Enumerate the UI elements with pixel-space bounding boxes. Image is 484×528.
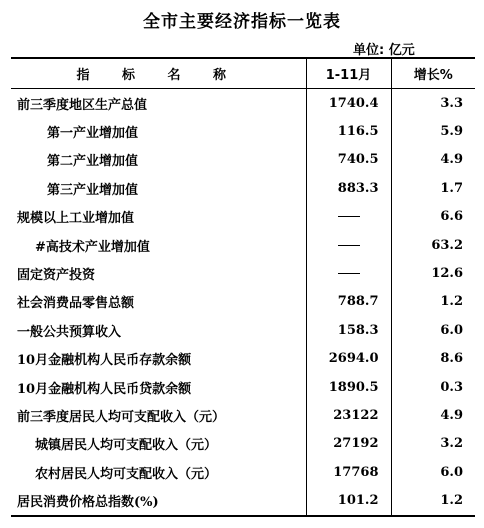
table-row xyxy=(11,203,475,231)
table-title: 全市主要经济指标一览表 xyxy=(143,12,341,32)
row-name: 第二产业增加值 xyxy=(47,154,139,170)
table-row xyxy=(11,231,475,259)
row-name: 前三季度地区生产总值 xyxy=(17,97,148,113)
table-row xyxy=(11,373,475,401)
table-row xyxy=(11,174,475,202)
row-name: 城镇居民人均可支配收入（元） xyxy=(35,438,218,454)
table-row xyxy=(11,401,475,429)
table-row xyxy=(11,146,475,174)
table-row xyxy=(11,316,475,344)
table-row xyxy=(11,345,475,373)
row-name: 农村居民人均可支配收入（元） xyxy=(35,466,218,482)
row-growth: 3.2 xyxy=(391,430,475,458)
row-value-dash xyxy=(306,259,391,287)
row-growth: 3.3 xyxy=(391,89,475,118)
indicator-table xyxy=(11,57,475,517)
table-row xyxy=(11,89,475,118)
row-growth: 8.6 xyxy=(391,345,475,373)
table-row xyxy=(11,288,475,316)
header-period: 1-11月 xyxy=(306,58,391,89)
table-row xyxy=(11,430,475,458)
row-growth: 6.0 xyxy=(391,458,475,486)
row-growth: 1.2 xyxy=(391,288,475,316)
dash-mark xyxy=(338,216,360,217)
row-name: 一般公共预算收入 xyxy=(17,324,122,340)
row-growth: 4.9 xyxy=(391,401,475,429)
row-growth: 6.6 xyxy=(391,203,475,231)
row-value-dash xyxy=(306,231,391,259)
row-growth: 1.2 xyxy=(391,486,475,515)
row-value: 101.2 xyxy=(306,486,391,515)
dash-mark xyxy=(338,245,360,246)
row-value: 1890.5 xyxy=(306,373,391,401)
row-value: 23122 xyxy=(306,401,391,429)
header-growth: 增长% xyxy=(391,58,475,89)
row-name: 固定资产投资 xyxy=(17,268,96,284)
row-value: 1740.4 xyxy=(306,89,391,118)
row-value: 158.3 xyxy=(306,316,391,344)
table-row xyxy=(11,458,475,486)
row-value: 17768 xyxy=(306,458,391,486)
row-value-dash xyxy=(306,203,391,231)
row-name: 10月金融机构人民币存款余额 xyxy=(17,353,192,369)
row-growth: 4.9 xyxy=(391,146,475,174)
row-name: 第三产业增加值 xyxy=(47,182,139,198)
row-value: 883.3 xyxy=(306,174,391,202)
row-name: 规模以上工业增加值 xyxy=(17,211,135,227)
row-growth: 0.3 xyxy=(391,373,475,401)
header-row xyxy=(11,58,475,89)
row-name: 居民消费价格总指数(%) xyxy=(17,495,159,511)
row-name: 前三季度居民人均可支配收入（元） xyxy=(17,409,226,425)
unit-label: 单位: 亿元 xyxy=(353,43,415,58)
row-growth: 5.9 xyxy=(391,117,475,145)
row-value: 2694.0 xyxy=(306,345,391,373)
row-growth: 6.0 xyxy=(391,316,475,344)
row-growth: 1.7 xyxy=(391,174,475,202)
header-indicator-name: 指 标 名 称 xyxy=(11,58,306,89)
row-name: 第一产业增加值 xyxy=(47,126,139,142)
table-row xyxy=(11,259,475,287)
row-value: 116.5 xyxy=(306,117,391,145)
row-growth: 12.6 xyxy=(391,259,475,287)
row-name: 社会消费品零售总额 xyxy=(17,296,135,312)
row-name: #高技术产业增加值 xyxy=(35,239,150,255)
row-name: 10月金融机构人民币贷款余额 xyxy=(17,381,192,397)
table-row xyxy=(11,486,475,515)
dash-mark xyxy=(338,273,360,274)
row-value: 27192 xyxy=(306,430,391,458)
row-value: 740.5 xyxy=(306,146,391,174)
row-value: 788.7 xyxy=(306,288,391,316)
table-row xyxy=(11,117,475,145)
row-growth: 63.2 xyxy=(391,231,475,259)
